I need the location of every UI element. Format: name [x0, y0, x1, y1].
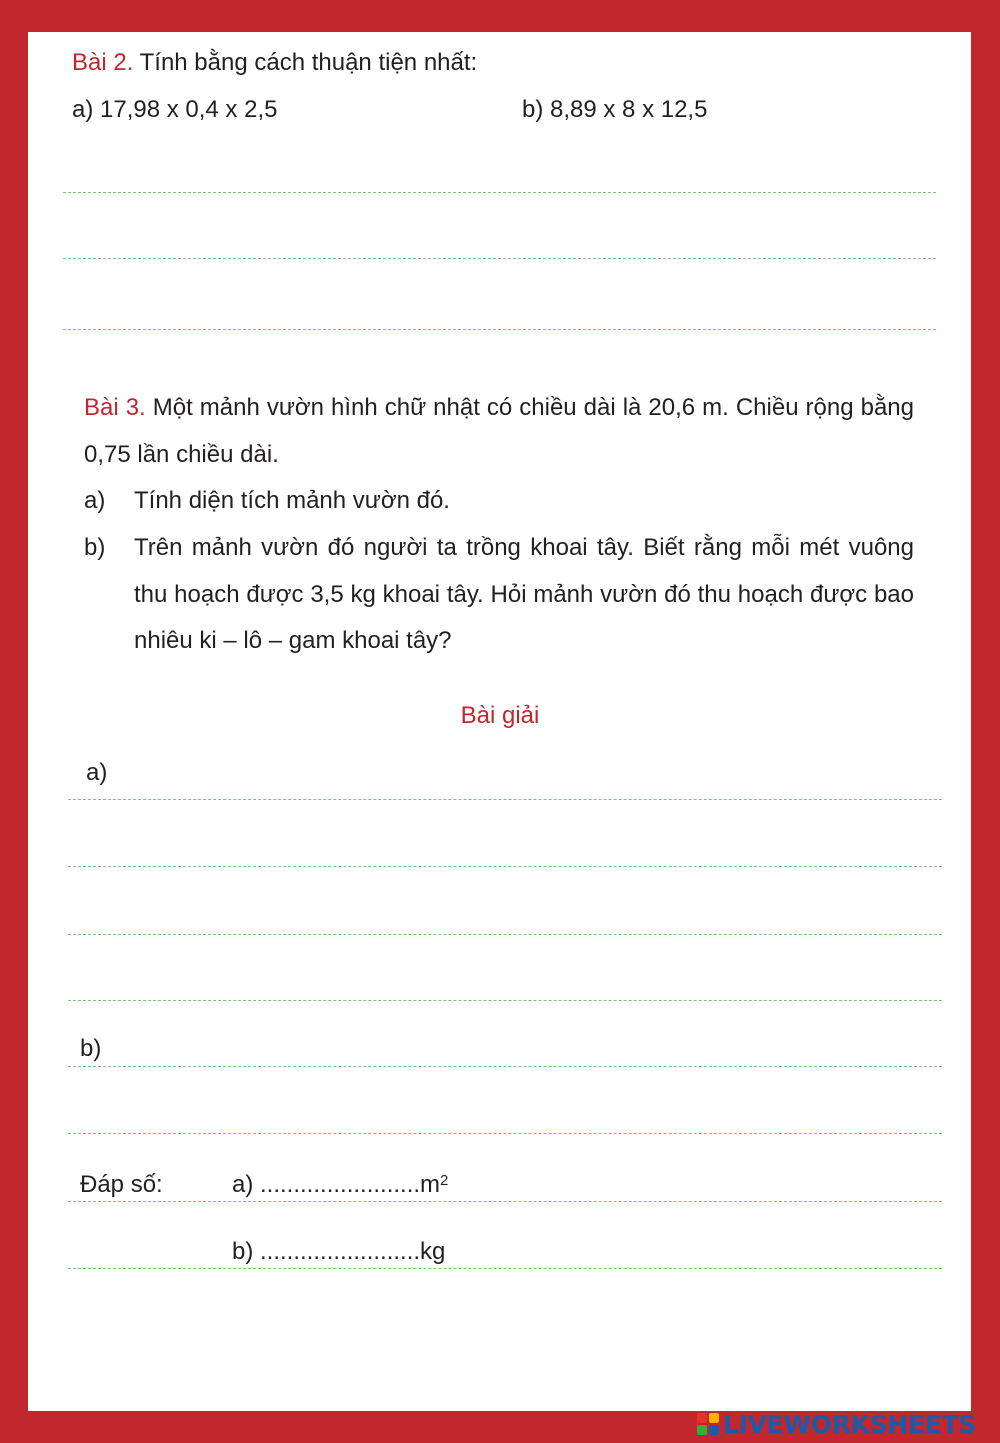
answer-line[interactable] — [68, 1066, 942, 1067]
answer-line[interactable] — [63, 329, 936, 330]
answer-label: Đáp số: — [80, 1171, 163, 1198]
bai2-part-a: a) 17,98 x 0,4 x 2,5 — [72, 96, 278, 123]
answer-line[interactable] — [68, 1000, 942, 1001]
answer-line[interactable] — [68, 1133, 942, 1134]
bai3-intro — [84, 385, 914, 478]
answer-line[interactable] — [68, 799, 942, 800]
answer-line[interactable] — [63, 258, 936, 259]
bai2-label: Bài 2. — [72, 49, 134, 76]
bai3-item-a — [84, 478, 914, 525]
bai3-label: Bài 3. — [84, 394, 146, 421]
logo-text: LIVEWORKSHEETS — [723, 1409, 977, 1439]
answer-line[interactable] — [63, 192, 936, 193]
bai2-part-b: b) 8,89 x 8 x 12,5 — [522, 96, 708, 123]
answer-line[interactable] — [68, 1268, 942, 1269]
solution-label-b: b) — [80, 1035, 102, 1062]
bai3-intro-text: Một mảnh vườn hình chữ nhật có chiều dài là 20,6 m. Chiều rộng bằng 0,75 lần chiều dài. — [84, 394, 915, 468]
logo-grid-icon — [697, 1413, 719, 1435]
answer-a-exponent: 2 — [440, 1172, 449, 1189]
bai3-item-a-label: a) — [84, 487, 106, 514]
bai3-item-b-text: Trên mảnh vườn đó người ta trồng khoai tây. Biết rằng mỗi mét vuông thu hoạch được 3,5 kg khoai tây. Hỏi mảnh vườn đó thu hoạch được bao nhiêu ki – lô – gam khoai tây? — [134, 534, 914, 654]
answer-a — [232, 1170, 448, 1200]
solution-heading: Bài giải — [460, 702, 540, 729]
answer-line[interactable] — [68, 934, 942, 935]
bai3-item-b-label: b) — [84, 534, 106, 561]
bai3-item-b — [84, 525, 914, 665]
liveworksheets-logo — [697, 1408, 976, 1440]
answer-line[interactable] — [68, 1201, 942, 1202]
answer-b: b) ........................kg — [232, 1238, 446, 1265]
solution-label-a: a) — [86, 759, 108, 786]
answer-a-text: a) ........................m — [232, 1171, 441, 1198]
bai3-item-a-text: Tính diện tích mảnh vườn đó. — [134, 487, 450, 514]
answer-line[interactable] — [68, 866, 942, 867]
bai2-prompt: Tính bằng cách thuận tiện nhất: — [139, 49, 478, 76]
bai2-heading — [72, 48, 477, 78]
